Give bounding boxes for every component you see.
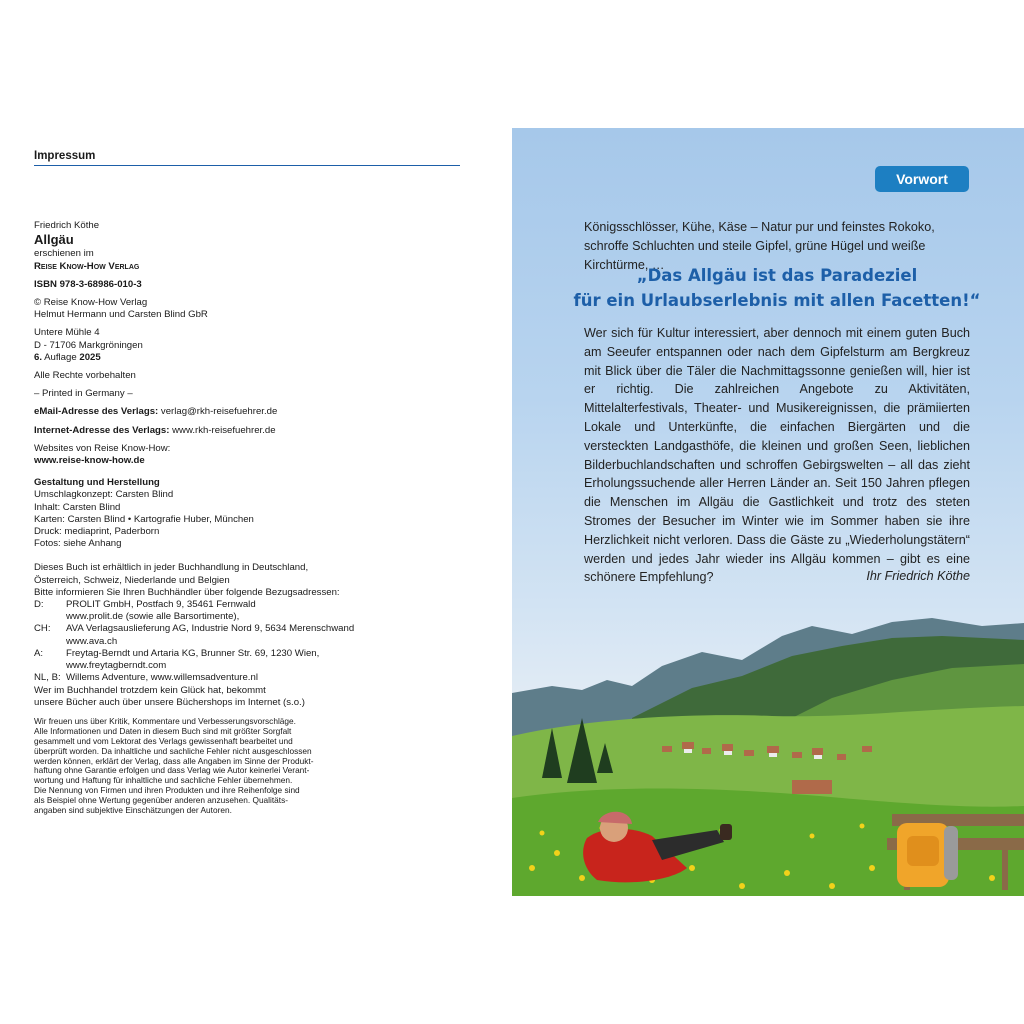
distributor-ch bbox=[34, 623, 464, 647]
design-line: Karten: Carsten Blind • Kartografie Huber, München bbox=[34, 513, 254, 525]
distributor-line: Freytag-Berndt und Artaria KG, Brunner Str. 69, 1230 Wien, bbox=[66, 647, 320, 659]
title-block bbox=[34, 220, 464, 273]
design-line: Druck: mediaprint, Paderborn bbox=[34, 526, 160, 538]
distributor-at bbox=[34, 648, 464, 672]
copyright bbox=[34, 297, 464, 321]
edition-number: 6. bbox=[34, 351, 43, 363]
web-link[interactable]: www.rkh-reisefuehrer.de bbox=[169, 424, 276, 436]
fine-line: angaben sind subjektive Einschätzungen der Autoren. bbox=[34, 805, 232, 816]
page-header: Impressum bbox=[34, 150, 460, 166]
distributor-key: NL, B: bbox=[34, 672, 61, 684]
distributor-de bbox=[34, 599, 464, 623]
published-in: erschienen im bbox=[34, 248, 94, 260]
design-line: Fotos: siehe Anhang bbox=[34, 538, 122, 550]
fine-line: Die Nennung von Firmen und ihren Produkten und ihre Reihenfolge sind bbox=[34, 785, 300, 796]
printed-in: – Printed in Germany – bbox=[34, 388, 133, 400]
foreword-body: Wer sich für Kultur interessiert, aber dennoch mit einem guten Buch am Seeufer entspannen oder nach dem Gipfelsturm am Bergkreuz mit Blick über die Täler die Nachmittagssonne genießen will, hier ist er richtig. Die zahlreichen Angebote zu Aktivitäten, Mittelalterfestivals, Theater- und Musikereignissen, die prämiierten Lokale und Unterkünfte, die einfachen Biergärten und die versteckten Landgasthöfe, die kleinen und großen Seen, lieblichen Bilderbuchlandschaften und schroffen Gebirgswelten – all das zieht Erholungssuchende aller Herren Länder an. Seit 150 Jahren pflegen die Menschen im Allgäu die Gastlichkeit und trotz des steten Stromes der Besucher im Winter wie im Sommer haben sie ihre Herzlichkeit nicht verloren. Dass die Gäste zu „Wiederholungstätern“ werden und jedes Jahr wieder ins Allgäu kommen – gibt es eine schönere Empfehlung? bbox=[584, 326, 970, 585]
foreword-page bbox=[512, 128, 1024, 896]
websites bbox=[34, 443, 464, 467]
web-label: Internet-Adresse des Verlags: bbox=[34, 424, 170, 436]
quote-line: für ein Urlaubserlebnis mit allen Facetten!“ bbox=[573, 291, 981, 310]
email-link[interactable]: verlag@rkh-reisefuehrer.de bbox=[158, 406, 278, 418]
design-header: Gestaltung und Herstellung bbox=[34, 477, 160, 489]
publisher-name: Reise Know-How Verlag bbox=[34, 260, 140, 272]
copyright-line: Helmut Hermann und Carsten Blind GbR bbox=[34, 309, 208, 321]
design-block bbox=[34, 477, 464, 550]
fine-line: Alle Informationen und Daten in diesem Buch sind mit größter Sorgfalt bbox=[34, 725, 292, 736]
fine-line: Wir freuen uns über Kritik, Kommentare und Verbesserungsvorschläge. bbox=[34, 715, 296, 726]
quote bbox=[552, 263, 1002, 313]
distributor-line: AVA Verlagsauslieferung AG, Industrie Nord 9, 5634 Merenschwand bbox=[66, 623, 355, 635]
distributor-line: www.ava.ch bbox=[66, 635, 118, 647]
rights: Alle Rechte vorbehalten bbox=[34, 370, 136, 382]
quote-line: „Das Allgäu ist das Paradeziel bbox=[636, 266, 918, 285]
design-line: Inhalt: Carsten Blind bbox=[34, 501, 121, 513]
web-line bbox=[34, 425, 464, 437]
intro-text: Königsschlösser, Kühe, Käse – Natur pur und feinstes Rokoko, schroffe Schluchten und steile Gipfel, grüne Hügel und weiße Kirchtürme, … bbox=[584, 220, 935, 272]
impressum-page bbox=[34, 150, 464, 816]
websites-link[interactable]: www.reise-know-how.de bbox=[34, 455, 145, 467]
bookshop-line: unsere Bücher auch über unsere Büchershops im Internet (s.o.) bbox=[34, 696, 305, 708]
distributor-line: PROLIT GmbH, Postfach 9, 35461 Fernwald bbox=[66, 599, 256, 611]
bookshop-line: Wer im Buchhandel trotzdem kein Glück hat, bekommt bbox=[34, 684, 266, 696]
dist-line: Dieses Buch ist erhältlich in jeder Buchhandlung in Deutschland, bbox=[34, 562, 309, 574]
websites-label: Websites von Reise Know-How: bbox=[34, 442, 171, 454]
distributor-line: www.prolit.de (sowie alle Barsortimente), bbox=[66, 611, 240, 623]
address-line: Untere Mühle 4 bbox=[34, 327, 100, 339]
landscape-photo bbox=[512, 568, 1024, 896]
book-title: Allgäu bbox=[34, 232, 74, 248]
fine-line: überprüft worden. Da inhaltliche und sachliche Fehler nicht ausgeschlossen bbox=[34, 745, 312, 756]
fine-line: als Beispiel ohne Wertung gegenüber anderen anzusehen. Qualitäts- bbox=[34, 795, 288, 806]
backpack bbox=[897, 823, 958, 887]
signature: Ihr Friedrich Köthe bbox=[866, 569, 970, 583]
fine-print bbox=[34, 717, 464, 816]
distributor-key: CH: bbox=[34, 623, 51, 635]
edition-word: Auflage bbox=[42, 351, 80, 363]
publisher-address bbox=[34, 327, 464, 364]
fine-line: werden können, erklärt der Verlag, dass alle Angaben im Sinne der Produkt- bbox=[34, 755, 314, 766]
edition-year: 2025 bbox=[79, 351, 101, 363]
address-line: D - 71706 Markgröningen bbox=[34, 339, 143, 351]
distributor-key: A: bbox=[34, 647, 44, 659]
copyright-line: © Reise Know-How Verlag bbox=[34, 297, 148, 309]
dist-line: Bitte informieren Sie Ihren Buchhändler über folgende Bezugsadressen: bbox=[34, 586, 340, 598]
distributor-key: D: bbox=[34, 599, 44, 611]
email-label: eMail-Adresse des Verlags: bbox=[34, 406, 159, 418]
fine-line: gesammelt und vom Lektorat des Verlags gewissenhaft bearbeitet und bbox=[34, 735, 293, 746]
email-line bbox=[34, 406, 464, 418]
design-line: Umschlagkonzept: Carsten Blind bbox=[34, 489, 174, 501]
distributor-nl-b bbox=[34, 672, 464, 684]
author: Friedrich Köthe bbox=[34, 220, 100, 232]
foreword-badge: Vorwort bbox=[875, 166, 969, 192]
edition bbox=[34, 352, 464, 364]
distributor-line: www.freytagberndt.com bbox=[66, 660, 167, 672]
isbn: ISBN 978-3-68986-010-3 bbox=[34, 278, 142, 290]
distributor-line: Willems Adventure, www.willemsadventure.nl bbox=[66, 672, 258, 684]
distribution-block bbox=[34, 562, 464, 708]
dist-line: Österreich, Schweiz, Niederlande und Belgien bbox=[34, 574, 230, 586]
fine-line: wortung und Haftung für inhaltliche und sachliche Fehler übernehmen. bbox=[34, 775, 293, 786]
fine-line: haftung ohne Garantie erfolgen und dass Verlag wie Autor keinerlei Verant- bbox=[34, 765, 310, 776]
